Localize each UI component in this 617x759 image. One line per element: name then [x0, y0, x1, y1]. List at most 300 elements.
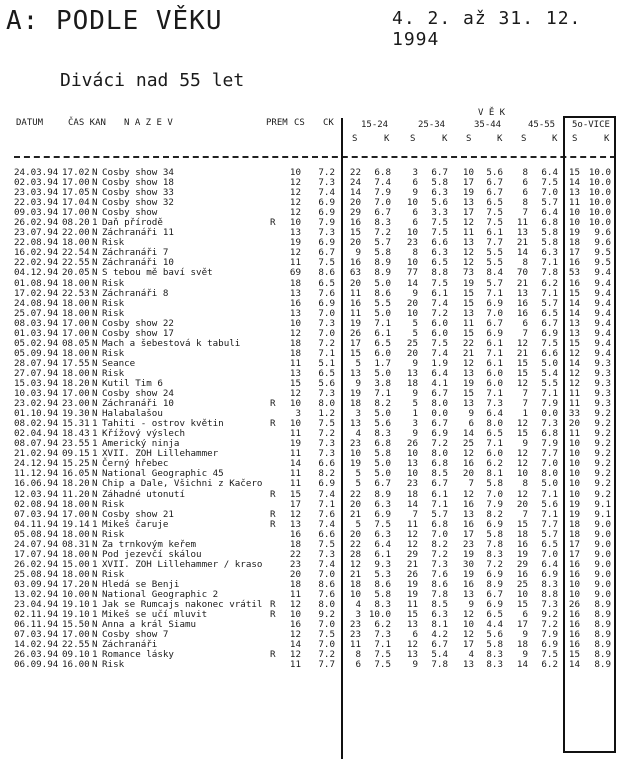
cell-g2s: 6	[412, 217, 418, 229]
cell-g2s: 18	[406, 377, 418, 389]
table-row	[0, 268, 617, 278]
cell-g2k: 7.2	[431, 548, 448, 560]
cell-ck: 7.2	[318, 649, 335, 661]
cell-g3k: 8.4	[486, 267, 503, 279]
cell-g5k: 9.6	[594, 227, 611, 239]
cell-g3k: 6.7	[486, 588, 503, 600]
cell-nazev: Záchranáři 11	[102, 227, 174, 239]
cell-g3k: 5.6	[486, 167, 503, 178]
cell-g3k: 7.3	[486, 398, 503, 410]
cell-g4s: 7	[522, 398, 528, 410]
cell-nazev: Tahiti - ostrov květin	[102, 418, 224, 430]
cell-datum: 01.10.94	[14, 408, 59, 420]
cell-g1s: 13	[349, 418, 361, 430]
cell-datum: 21.02.94	[14, 448, 59, 460]
cell-g4s: 7	[522, 388, 528, 400]
cell-g3k: 7.5	[486, 217, 503, 229]
cell-g1k: 6.3	[374, 528, 391, 540]
cell-g4k: 7.5	[541, 337, 558, 349]
cell-g2s: 6	[412, 629, 418, 641]
cell-nazev: Záchranáři 10	[102, 257, 174, 269]
cell-g3k: 6.0	[486, 377, 503, 389]
cell-g3k: 5.7	[486, 277, 503, 289]
cell-cas: 15.25	[62, 458, 90, 470]
cell-g5s: 10	[568, 458, 580, 470]
cell-g4k: 5.7	[541, 297, 558, 309]
cell-g2k: 7.2	[431, 438, 448, 450]
cell-g4s: 7	[522, 508, 528, 520]
cell-g3k: 8.3	[486, 649, 503, 661]
cell-g2s: 10	[406, 307, 418, 319]
cell-g1k: 8.6	[374, 578, 391, 590]
cell-g4s: 8	[522, 167, 528, 178]
cell-cas: 18.20	[62, 377, 90, 389]
cell-ck: 6.9	[318, 207, 335, 219]
cell-cs: 12	[289, 508, 301, 520]
cell-g5s: 10	[568, 448, 580, 460]
cell-g1s: 4	[355, 599, 361, 611]
cell-g5k: 9.2	[594, 438, 611, 450]
cell-g5s: 17	[568, 538, 580, 550]
cell-cas: 09.15	[62, 448, 90, 460]
cell-g3k: 5.8	[486, 528, 503, 540]
cell-g3k: 6.1	[486, 227, 503, 239]
cell-ck: 7.5	[318, 629, 335, 641]
cell-g2s: 7	[412, 508, 418, 520]
cell-g5s: 18	[568, 518, 580, 530]
cell-g3k: 6.5	[486, 197, 503, 209]
cell-nazev: Seance	[102, 357, 136, 369]
cell-g1k: 5.0	[374, 277, 391, 289]
cell-cas: 22.55	[62, 257, 90, 269]
cell-g1k: 8.9	[374, 488, 391, 500]
cell-g3s: 13	[462, 508, 474, 520]
cell-g5k: 9.1	[594, 508, 611, 520]
cell-ck: 7.0	[318, 568, 335, 580]
cell-prem: R	[270, 217, 276, 229]
cell-cs: 11	[289, 468, 301, 480]
cell-g4s: 16	[516, 568, 528, 580]
cell-g3k: 8.0	[486, 418, 503, 430]
cell-g2k: 4.1	[431, 377, 448, 389]
header-g4-s: S	[521, 134, 527, 144]
cell-datum: 23.07.94	[14, 227, 59, 239]
cell-kan: 1	[92, 518, 98, 530]
cell-g2s: 10	[406, 448, 418, 460]
cell-nazev: Záchranáři 8	[102, 287, 169, 299]
cell-g2s: 19	[406, 578, 418, 590]
cell-ck: 8.0	[318, 398, 335, 410]
cell-kan: N	[92, 619, 98, 631]
cell-g2k: 6.1	[431, 488, 448, 500]
cell-g4s: 9	[522, 649, 528, 661]
cell-g5s: 10	[568, 478, 580, 490]
cell-g3k: 8.2	[486, 508, 503, 520]
cell-g3s: 12	[462, 257, 474, 269]
cell-cas: 18.00	[62, 498, 90, 510]
cell-nazev: Cosby show 22	[102, 317, 174, 329]
cell-g2k: 6.6	[431, 237, 448, 249]
cell-g4s: 14	[516, 247, 528, 259]
cell-datum: 09.03.94	[14, 207, 59, 219]
cell-g1k: 6.1	[374, 548, 391, 560]
table-header	[0, 108, 617, 158]
cell-g2k: 7.8	[431, 659, 448, 671]
cell-g2k: 7.1	[431, 498, 448, 510]
cell-g2k: 7.5	[431, 227, 448, 239]
cell-cas: 09.10	[62, 649, 90, 661]
cell-g4s: 1	[522, 408, 528, 420]
cell-kan: N	[92, 578, 98, 590]
cell-cs: 12	[289, 207, 301, 219]
header-separator	[14, 156, 616, 158]
cell-cs: 18	[289, 538, 301, 550]
cell-datum: 02.04.94	[14, 428, 59, 440]
cell-nazev: Cosby show 24	[102, 388, 174, 400]
cell-g1k: 8.2	[374, 398, 391, 410]
cell-g5k: 9.3	[594, 398, 611, 410]
cell-g2s: 10	[406, 227, 418, 239]
cell-g5k: 9.4	[594, 317, 611, 329]
cell-kan: 1	[92, 558, 98, 570]
cell-g1k: 6.7	[374, 207, 391, 219]
cell-g4s: 21	[516, 347, 528, 359]
cell-g4k: 5.5	[541, 377, 558, 389]
cell-g4s: 9	[522, 438, 528, 450]
cell-ck: 6.7	[318, 247, 335, 259]
cell-g2s: 23	[406, 237, 418, 249]
header-g1-s: S	[352, 134, 358, 144]
cell-ck: 7.3	[318, 177, 335, 189]
cell-g2s: 77	[406, 267, 418, 279]
cell-g3k: 7.1	[486, 347, 503, 359]
cell-cas: 17.00	[62, 508, 90, 520]
cell-g1s: 21	[349, 508, 361, 520]
cell-g3s: 13	[462, 659, 474, 671]
cell-g1k: 7.5	[374, 518, 391, 530]
cell-g4k: 6.2	[541, 659, 558, 671]
cell-g5s: 20	[568, 418, 580, 430]
cell-kan: N	[92, 488, 98, 500]
cell-g5s: 10	[568, 207, 580, 219]
cell-ck: 8.6	[318, 267, 335, 279]
cell-ck: 7.6	[318, 508, 335, 520]
cell-cs: 12	[289, 629, 301, 641]
cell-kan: 1	[92, 438, 98, 450]
cell-g2k: 7.5	[431, 337, 448, 349]
cell-g3s: 11	[462, 317, 474, 329]
cell-g3s: 15	[462, 388, 474, 400]
cell-g4s: 25	[516, 578, 528, 590]
cell-g1s: 9	[355, 377, 361, 389]
header-group-5: 5o-VICE	[572, 120, 610, 130]
cell-g1k: 5.0	[374, 408, 391, 420]
cell-g3k: 8.1	[486, 468, 503, 480]
cell-ck: 6.5	[318, 277, 335, 289]
cell-g5s: 33	[568, 408, 580, 420]
header-vek: V Ě K	[478, 108, 506, 118]
cell-g5s: 10	[568, 488, 580, 500]
cell-cs: 17	[289, 498, 301, 510]
cell-g3s: 19	[462, 277, 474, 289]
cell-g1s: 24	[349, 177, 361, 189]
cell-cs: 18	[289, 347, 301, 359]
cell-nazev: Chip a Dale, Všichni z Kačero	[102, 478, 263, 490]
cell-g2k: 8.5	[431, 468, 448, 480]
cell-g4k: 5.4	[541, 367, 558, 379]
cell-cas: 15.50	[62, 619, 90, 631]
cell-nazev: Cosby show 32	[102, 197, 174, 209]
cell-prem: R	[270, 488, 276, 500]
header-g2-k: K	[442, 134, 448, 144]
header-cs: CS	[294, 118, 305, 128]
cell-datum: 07.03.94	[14, 508, 59, 520]
cell-g3k: 6.7	[486, 177, 503, 189]
cell-g5k: 8.9	[594, 639, 611, 651]
cell-g4s: 21	[516, 237, 528, 249]
cell-g4k: 7.7	[541, 518, 558, 530]
cell-g1k: 6.2	[374, 619, 391, 631]
cell-g1s: 21	[349, 568, 361, 580]
cell-g1s: 10	[349, 448, 361, 460]
cell-cs: 10	[289, 609, 301, 621]
cell-g4s: 14	[516, 659, 528, 671]
cell-g3k: 6.4	[486, 408, 503, 420]
cell-g5s: 17	[568, 247, 580, 259]
cell-g4k: 9.2	[541, 609, 558, 621]
cell-cs: 13	[289, 367, 301, 379]
cell-g5k: 9.2	[594, 488, 611, 500]
cell-g4k: 5.7	[541, 528, 558, 540]
cell-ck: 7.0	[318, 327, 335, 339]
cell-cs: 14	[289, 458, 301, 470]
table-row	[0, 660, 617, 670]
cell-datum: 05.02.94	[14, 337, 59, 349]
cell-kan: N	[92, 347, 98, 359]
cell-g2k: 8.2	[431, 538, 448, 550]
cell-g2s: 13	[406, 649, 418, 661]
cell-g5k: 9.4	[594, 327, 611, 339]
cell-g2k: 5.6	[431, 197, 448, 209]
cell-g1k: 7.0	[374, 197, 391, 209]
cell-g5s: 11	[568, 398, 580, 410]
cell-g4s: 8	[522, 257, 528, 269]
header-g3-k: K	[497, 134, 503, 144]
cell-ck: 7.3	[318, 548, 335, 560]
cell-g3k: 6.7	[486, 187, 503, 199]
cell-nazev: Záhadné utonutí	[102, 488, 185, 500]
cell-kan: 1	[92, 448, 98, 460]
cell-g3s: 19	[462, 377, 474, 389]
cell-nazev: Daň přírodě	[102, 217, 163, 229]
header-group-4: 45-55	[528, 120, 556, 130]
cell-g1s: 29	[349, 207, 361, 219]
cell-g2k: 7.4	[431, 297, 448, 309]
cell-g4k: 5.6	[541, 498, 558, 510]
cell-g4k: 5.0	[541, 478, 558, 490]
cell-g2k: 6.3	[431, 247, 448, 259]
cell-g1s: 11	[349, 307, 361, 319]
cell-g2k: 6.3	[431, 609, 448, 621]
cell-kan: N	[92, 588, 98, 600]
cell-g3k: 5.8	[486, 639, 503, 651]
cell-datum: 02.11.94	[14, 609, 59, 621]
cell-g5s: 12	[568, 367, 580, 379]
cell-g5s: 19	[568, 508, 580, 520]
cell-g2k: 7.2	[431, 307, 448, 319]
cell-g2s: 13	[406, 367, 418, 379]
cell-g2k: 6.8	[431, 518, 448, 530]
cell-nazev: Risk	[102, 659, 125, 671]
cell-g1s: 26	[349, 327, 361, 339]
cell-ck: 7.1	[318, 498, 335, 510]
cell-cas: 08.20	[62, 217, 90, 229]
cell-nazev: Cosby show 34	[102, 167, 174, 178]
cell-nazev: Mikeš čaruje	[102, 518, 169, 530]
cell-ck: 7.0	[318, 307, 335, 319]
cell-g2s: 13	[406, 458, 418, 470]
cell-g2k: 6.7	[431, 478, 448, 490]
cell-g5s: 11	[568, 428, 580, 440]
cell-g2k: 6.1	[431, 287, 448, 299]
cell-kan: N	[92, 538, 98, 550]
cell-kan: N	[92, 277, 98, 289]
cell-g1s: 22	[349, 167, 361, 178]
cell-cs: 11	[289, 428, 301, 440]
cell-g1k: 6.7	[374, 478, 391, 490]
cell-g5s: 19	[568, 498, 580, 510]
cell-g4s: 8	[522, 478, 528, 490]
cell-g4s: 15	[516, 357, 528, 369]
cell-ck: 7.2	[318, 428, 335, 440]
cell-ck: 7.9	[318, 217, 335, 229]
cell-cas: 18.43	[62, 428, 90, 440]
cell-g4k: 8.0	[541, 468, 558, 480]
cell-kan: 1	[92, 609, 98, 621]
cell-g4k: 7.0	[541, 548, 558, 560]
cell-datum: 23.02.94	[14, 398, 59, 410]
cell-g5s: 16	[568, 619, 580, 631]
cell-nazev: Risk	[102, 307, 125, 319]
cell-g1s: 16	[349, 257, 361, 269]
cell-g1s: 63	[349, 267, 361, 279]
cell-datum: 05.09.94	[14, 347, 59, 359]
header-g3-s: S	[466, 134, 472, 144]
cell-datum: 16.02.94	[14, 247, 59, 259]
cell-g3s: 15	[462, 297, 474, 309]
cell-datum: 26.02.94	[14, 558, 59, 570]
cell-g2s: 9	[412, 428, 418, 440]
cell-kan: N	[92, 197, 98, 209]
cell-prem: R	[270, 398, 276, 410]
cell-g5k: 9.2	[594, 468, 611, 480]
cell-kan: N	[92, 568, 98, 580]
cell-cas: 17.20	[62, 578, 90, 590]
cell-cs: 3	[295, 408, 301, 420]
cell-g5k: 9.3	[594, 388, 611, 400]
cell-g1s: 23	[349, 629, 361, 641]
cell-g3k: 6.0	[486, 448, 503, 460]
cell-cs: 10	[289, 398, 301, 410]
cell-g4k: 5.0	[541, 357, 558, 369]
cell-g5s: 11	[568, 197, 580, 209]
cell-g3s: 12	[462, 488, 474, 500]
cell-g2s: 9	[412, 659, 418, 671]
cell-g1s: 12	[349, 558, 361, 570]
cell-g2k: 3.3	[431, 207, 448, 219]
cell-kan: 1	[92, 418, 98, 430]
cell-g5k: 9.2	[594, 418, 611, 430]
cell-g3s: 19	[462, 568, 474, 580]
cell-g4k: 7.5	[541, 649, 558, 661]
cell-datum: 25.08.94	[14, 568, 59, 580]
cell-cas: 10.00	[62, 588, 90, 600]
header-group-1: 15-24	[361, 120, 389, 130]
cell-g2s: 25	[406, 337, 418, 349]
cell-g4k: 6.4	[541, 558, 558, 570]
cell-kan: 1	[92, 649, 98, 661]
cell-ck: 7.6	[318, 287, 335, 299]
cell-g3k: 7.5	[486, 207, 503, 219]
cell-g3k: 6.2	[486, 458, 503, 470]
cell-g4k: 8.3	[541, 578, 558, 590]
cell-g4k: 7.9	[541, 398, 558, 410]
cell-g5k: 8.9	[594, 649, 611, 661]
cell-kan: N	[92, 659, 98, 671]
cell-cas: 19.10	[62, 609, 90, 621]
cell-g4k: 7.1	[541, 508, 558, 520]
cell-g5s: 15	[568, 649, 580, 661]
cell-g5k: 9.0	[594, 528, 611, 540]
cell-ck: 7.1	[318, 347, 335, 359]
cell-g1s: 28	[349, 548, 361, 560]
cell-cas: 17.00	[62, 207, 90, 219]
cell-g2s: 13	[406, 619, 418, 631]
cell-g1s: 22	[349, 488, 361, 500]
cell-g3s: 10	[462, 619, 474, 631]
cell-g2s: 6	[412, 207, 418, 219]
cell-g5k: 9.4	[594, 347, 611, 359]
cell-g3k: 6.1	[486, 337, 503, 349]
cell-kan: N	[92, 207, 98, 219]
cell-g4s: 10	[516, 588, 528, 600]
cell-g4k: 7.9	[541, 629, 558, 641]
cell-g1s: 23	[349, 438, 361, 450]
cell-g2s: 9	[412, 388, 418, 400]
cell-g2k: 8.0	[431, 448, 448, 460]
cell-g3s: 12	[462, 609, 474, 621]
cell-ck: 7.5	[318, 418, 335, 430]
cell-g1s: 16	[349, 217, 361, 229]
cell-g1s: 11	[349, 287, 361, 299]
cell-cas: 18.20	[62, 478, 90, 490]
cell-nazev: Risk	[102, 297, 125, 309]
cell-nazev: Černý hřebec	[102, 458, 169, 470]
cell-cas: 18.00	[62, 528, 90, 540]
cell-g4s: 17	[516, 619, 528, 631]
cell-cas: 18.00	[62, 568, 90, 580]
cell-cs: 13	[289, 518, 301, 530]
cell-g5s: 10	[568, 217, 580, 229]
cell-g3k: 7.0	[486, 307, 503, 319]
cell-g1k: 6.5	[374, 337, 391, 349]
cell-g1s: 20	[349, 498, 361, 510]
cell-datum: 05.08.94	[14, 528, 59, 540]
cell-g3s: 73	[462, 267, 474, 279]
cell-datum: 15.03.94	[14, 377, 59, 389]
cell-ck: 7.3	[318, 388, 335, 400]
cell-kan: N	[92, 307, 98, 319]
